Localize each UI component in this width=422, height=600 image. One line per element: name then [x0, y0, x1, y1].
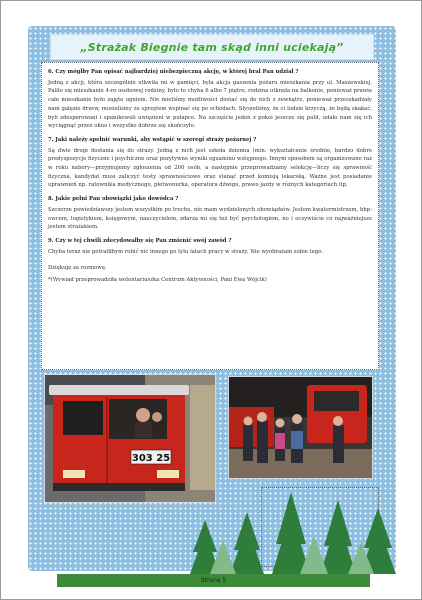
answer-9: Chyba teraz nie potrafiłbym robić nic innego po tylu latach pracy w straży. Nie wyobrażam sobie tego. [48, 248, 324, 255]
question-7: 7. Jaki należy spełnić warunki, aby wstąpić w szeregi straży pożarnej ? [48, 136, 257, 143]
question-6: 6. Czy mógłby Pan opisać najbardziej niebezpieczną akcję, w której brał Pan udział ? [48, 69, 299, 75]
page-number: Strona 5 [200, 577, 227, 584]
credit-text: *(Wywiad przeprowadziła wolontariuszka Centrum Aktywności, Pani Ewa Wójcik) [48, 277, 267, 284]
question-9: 9. Czy w tej chwili zdecydowałby się Pan zmienić swój zawód ? [48, 237, 232, 244]
title-banner [50, 34, 374, 60]
answer-6: Jedną z akcji, która szczególnie utkwiła mi w pamięci, była akcja gaszenia pożaru mieszkania przy ul. Maszewskiej. Paliło się mieszkanie 4-ro osobowej rodziny, było to chyba 6 albo 7 piętro, rodzina utknęła na balkonie, ponieważ prawie całe mieszkanie było zajęte ogniem. Nie mieliśmy możliwości dostać się do nich z zewnątrz, ponieważ przeszkadzały nam gałęzie drzew, musieliśmy ze sprzętem wspinać się po schodach. Słyszeliśmy, że ci ludzie krzyczą, że będą skakać, byli zdesperowani i spanikowali uwięzieni w pułapce. Na szczęście jeden z pokoi jeszcze się palił, udało nam się ich wyciągnąć przez okno i wszystko dobrze się skończyło. [48, 79, 372, 130]
page-title: „Strażak Biegnie tam skąd inni uciekają” [80, 40, 344, 54]
footer-bar [57, 574, 370, 587]
truck-plate: 303 25 [131, 453, 171, 464]
interview-text-box [41, 62, 379, 370]
answer-8: Szczerze powiedziawszy jestem wszystkim po trochu, nie mam wydzielonych obowiązków. Jestem kwatermistrzem, bhp-owcem, logistykiem, księgowym, nauczycielem, zdarza mi się też być psychologiem, no i oczywiście co najważniejsze jestem strażakiem. [48, 206, 372, 231]
thanks-text: Dziękuję za rozmowę. [48, 265, 107, 272]
children-fire-station-photo [229, 377, 372, 478]
trees-illustration [160, 482, 396, 574]
question-8: 8. Jakie pełni Pan obowiązki jako dowódca ? [48, 196, 179, 203]
answer-7: Są dwie drogi dostania się do straży. Jedną z nich jest szkoła dzienna (min. wykształcenie średnie, bardzo dobre predyspozycje fizyczne i psychiczne oraz pozytywne wyniki egzaminu wstępnego. Innym sposobem są organizowane raz w roku nabory—przyjmujemy zgłoszenia od 200 osób, a następnie przeprowadzamy selekcję—liczy się sprawność fizyczna, kandydat musi zaliczyć testy sprawnościowe oraz stanąć przed komisją lekarską. Ważne jest posiadanie uprawnień np. ratownika medycznego, płetwonurka, operatora dźwigu, prawo jazdy w różnych kategoriach itp. [48, 147, 372, 189]
